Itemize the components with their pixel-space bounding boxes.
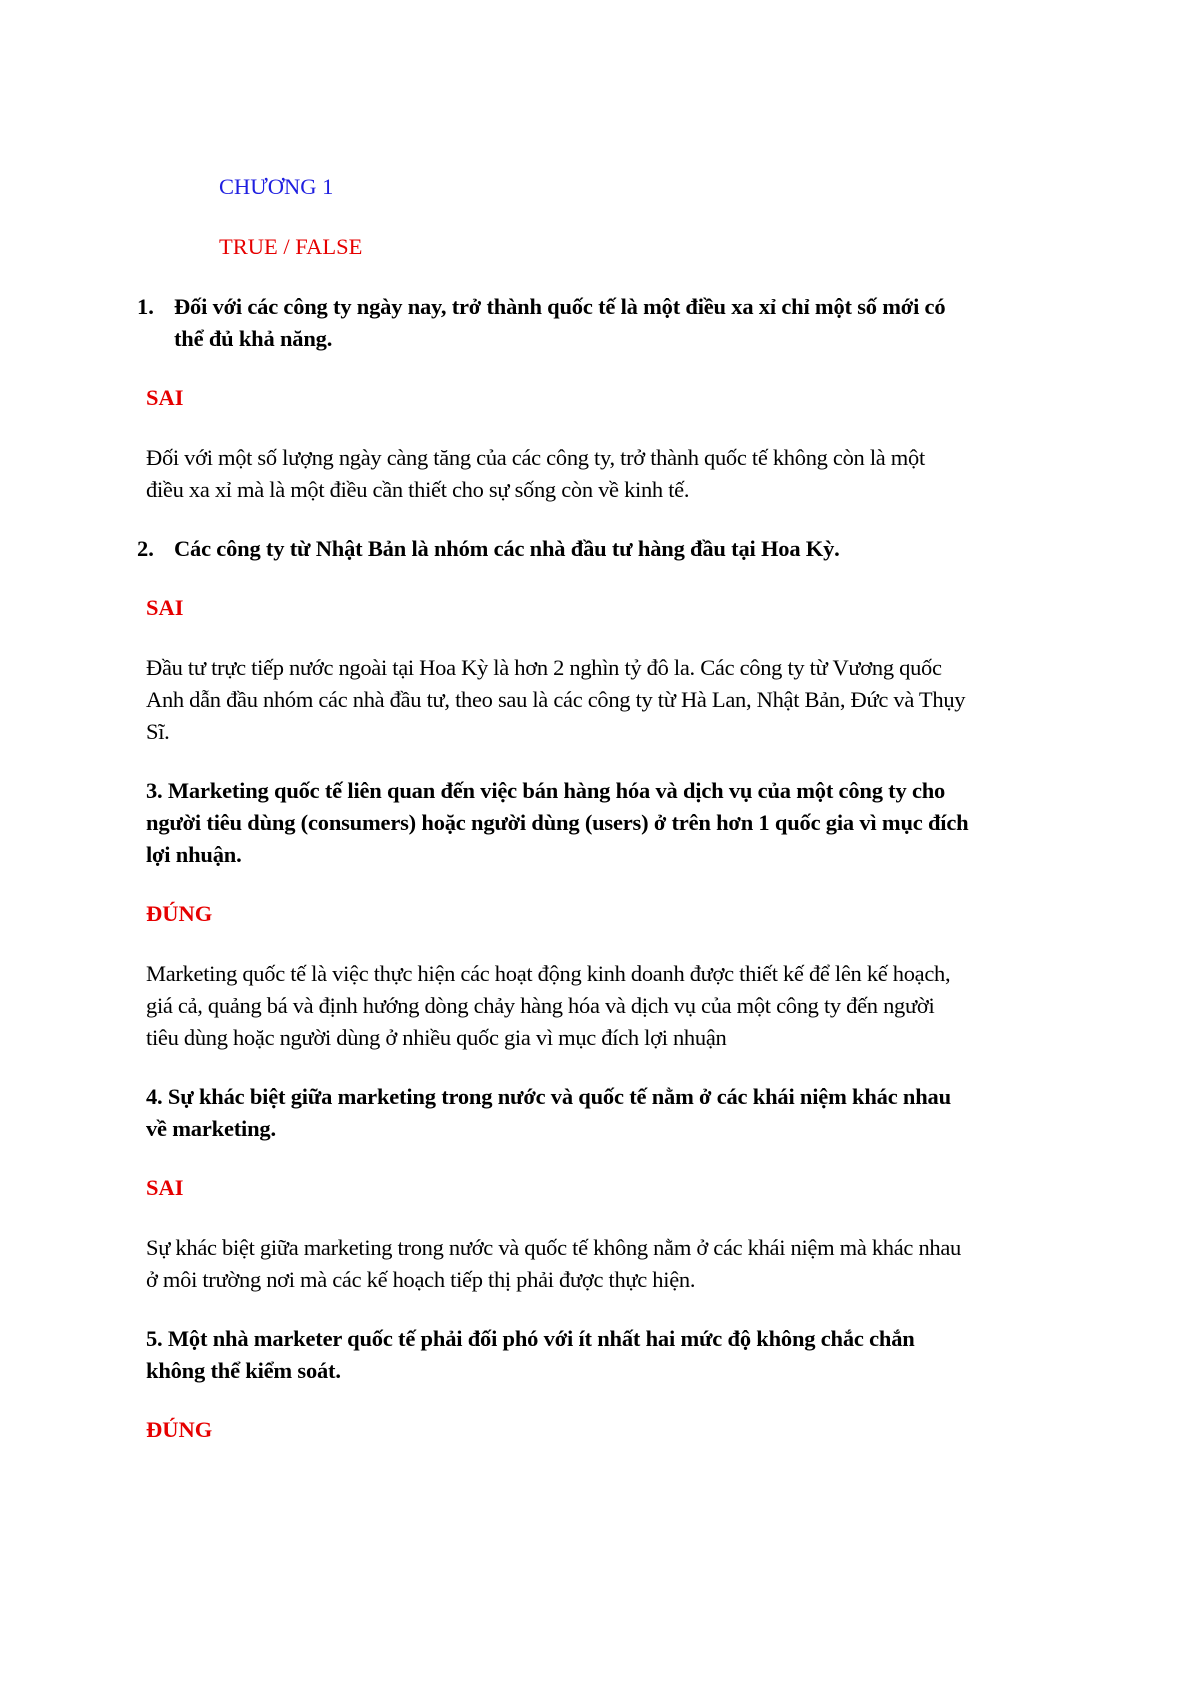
answer-5: ĐÚNG	[146, 1417, 213, 1442]
answer-1: SAI	[146, 385, 184, 410]
question-5-line-2: không thể kiểm soát.	[146, 1358, 341, 1383]
question-4-line-1: 4. Sự khác biệt giữa marketing trong nước và quốc tế nằm ở các khái niệm khác nhau	[146, 1084, 951, 1109]
question-2-number: 2.	[137, 536, 154, 561]
explanation-1-line-1: Đối với một số lượng ngày càng tăng của các công ty, trở thành quốc tế không còn là một	[146, 445, 925, 470]
question-3-line-1: 3. Marketing quốc tế liên quan đến việc bán hàng hóa và dịch vụ của một công ty cho	[146, 778, 946, 803]
question-4-line-2: về marketing.	[146, 1116, 276, 1141]
question-5-line-1: 5. Một nhà marketer quốc tế phải đối phó với ít nhất hai mức độ không chắc chắn	[146, 1326, 915, 1351]
explanation-3-line-1: Marketing quốc tế là việc thực hiện các hoạt động kinh doanh được thiết kế để lên kế hoạch,	[146, 961, 951, 986]
question-1-line-1: Đối với các công ty ngày nay, trở thành quốc tế là một điều xa xỉ chỉ một số mới có	[174, 294, 946, 319]
question-2-line-1: Các công ty từ Nhật Bản là nhóm các nhà đầu tư hàng đầu tại Hoa Kỳ.	[174, 536, 840, 561]
explanation-3-line-2: giá cả, quảng bá và định hướng dòng chảy hàng hóa và dịch vụ của một công ty đến người	[146, 993, 935, 1018]
answer-4: SAI	[146, 1175, 184, 1200]
explanation-2-line-3: Sĩ.	[146, 719, 170, 744]
explanation-4-line-1: Sự khác biệt giữa marketing trong nước và quốc tế không nằm ở các khái niệm mà khác nhau	[146, 1235, 961, 1260]
section-heading: TRUE / FALSE	[219, 234, 363, 259]
answer-2: SAI	[146, 595, 184, 620]
answer-3: ĐÚNG	[146, 901, 213, 926]
question-1-line-2: thể đủ khả năng.	[174, 326, 333, 351]
explanation-1-line-2: điều xa xỉ mà là một điều cần thiết cho sự sống còn về kinh tế.	[146, 477, 690, 502]
question-1-number: 1.	[137, 294, 154, 319]
explanation-2-line-2: Anh dẫn đầu nhóm các nhà đầu tư, theo sau là các công ty từ Hà Lan, Nhật Bản, Đức và Thụy	[146, 687, 966, 712]
explanation-4-line-2: ở môi trường nơi mà các kế hoạch tiếp thị phải được thực hiện.	[146, 1267, 696, 1292]
chapter-heading: CHƯƠNG 1	[219, 174, 334, 199]
question-3-line-3: lợi nhuận.	[146, 842, 242, 867]
explanation-3-line-3: tiêu dùng hoặc người dùng ở nhiều quốc gia vì mục đích lợi nhuận	[146, 1025, 727, 1050]
question-3-line-2: người tiêu dùng (consumers) hoặc người dùng (users) ở trên hơn 1 quốc gia vì mục đích	[146, 810, 969, 835]
explanation-2-line-1: Đầu tư trực tiếp nước ngoài tại Hoa Kỳ là hơn 2 nghìn tỷ đô la. Các công ty từ Vương quốc	[146, 655, 942, 680]
